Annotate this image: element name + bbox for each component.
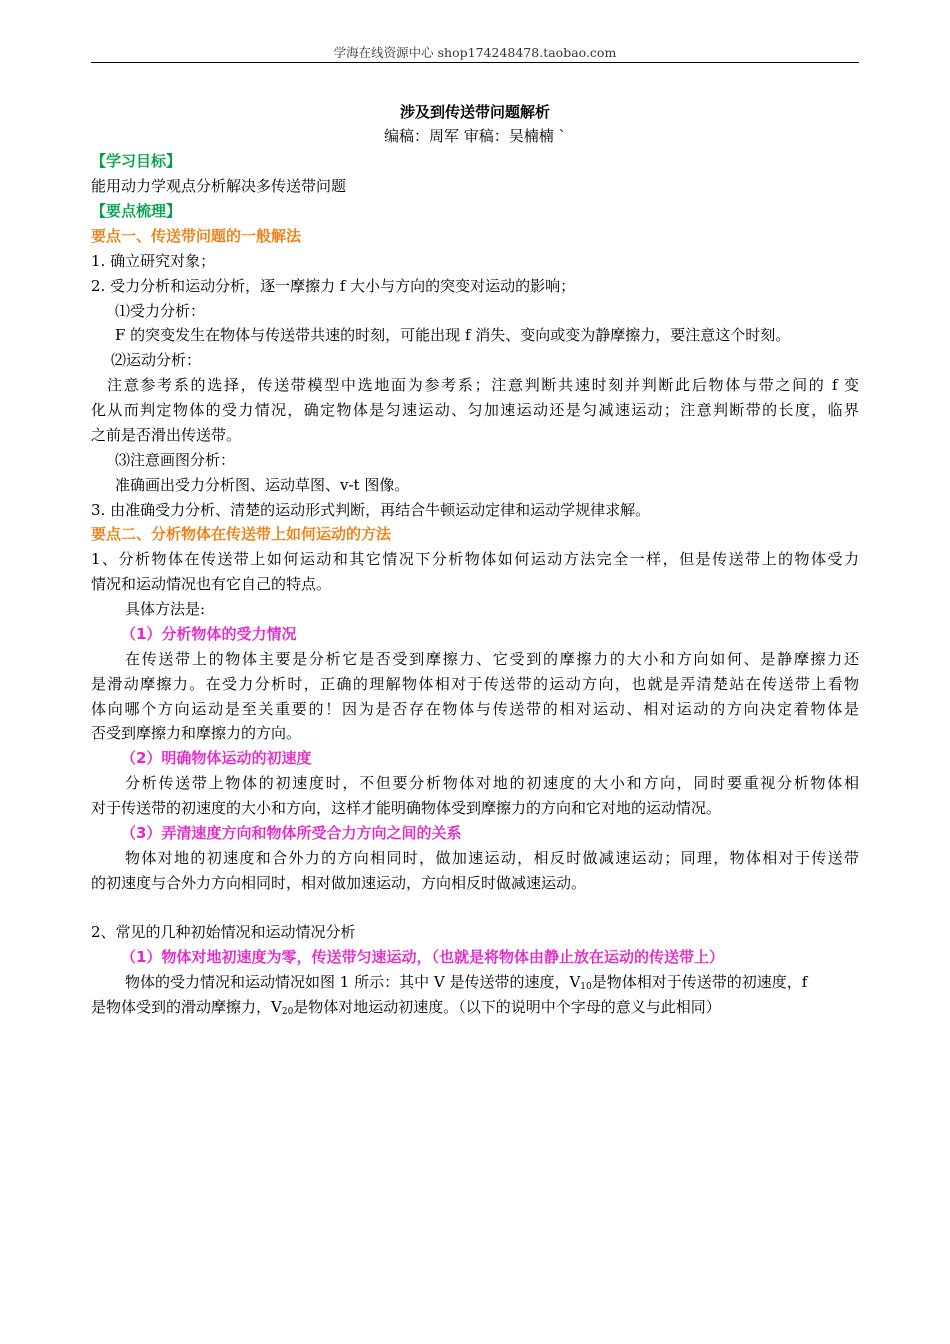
paragraph-line: 1、分析物体在传送带上如何运动和其它情况下分析物体如何运动方法完全一样，但是传送带上的物体受力 (91, 550, 859, 568)
sub-heading: （2）明确物体运动的初速度 (121, 749, 312, 767)
point2-heading: 要点二、分析物体在传送带上如何运动的方法 (91, 525, 392, 543)
paragraph-line: 2、常见的几种初始情况和运动情况分析 (91, 923, 356, 941)
byline: 编稿：周军 审稿：吴楠楠 ` (383, 127, 567, 145)
paragraph-line: 化从而判定物体的受力情况，确定物体是匀速运动、匀加速运动还是匀减速运动；注意判断带的长度，临界 (91, 401, 859, 419)
paragraph-line: 注意参考系的选择，传送带模型中选地面为参考系；注意判断共速时刻并判断此后物体与带之间的 f 变 (107, 376, 859, 394)
paragraph-line: 否受到摩擦力和摩擦力的方向。 (91, 724, 302, 742)
paragraph-line (91, 970, 893, 994)
sub-heading: （3）弄清速度方向和物体所受合力方向之间的关系 (121, 824, 462, 842)
sub-heading: （1）物体对地初速度为零，传送带匀速运动，（也就是将物体由静止放在运动的传送带上） (121, 948, 724, 966)
doc-title: 涉及到传送带问题解析 (399, 103, 550, 121)
paragraph-line: 分析传送带上物体的初速度时，不但要分析物体对地的初速度的大小和方向，同时要重视分析物体相 (125, 774, 859, 792)
paragraph-line: 之前是否滑出传送带。 (91, 426, 242, 444)
sub-heading: （1）分析物体的受力情况 (121, 625, 297, 643)
sub-heading: ⑶注意画图分析： (115, 451, 236, 469)
section-goal: 【学习目标】 (91, 152, 182, 170)
paragraph-line: 对于传送带的初速度的大小和方向，这样才能明确物体受到摩擦力的方向和它对地的运动情况。 (91, 799, 722, 817)
paragraph-line (91, 995, 859, 1019)
text-run: 是物体相对于传送带的初速度，f (591, 973, 808, 991)
text-run: 是物体受到的滑动摩擦力，V (91, 998, 282, 1016)
point1-heading: 要点一、传送带问题的一般解法 (91, 227, 302, 245)
text-run: 物体的受力情况和运动情况如图 1 所示：其中 V 是传送带的速度，V (125, 973, 581, 991)
header-rule (91, 62, 859, 63)
paragraph-line: 准确画出受力分析图、运动草图、v-t 图像。 (115, 476, 410, 494)
list-item: 2. 受力分析和运动分析，逐一摩擦力 f 大小与方向的突变对运动的影响； (91, 277, 576, 295)
page-header: 学海在线资源中心 shop174248478.taobao.com (333, 45, 617, 60)
text-run: 是物体对地运动初速度。（以下的说明中个字母的意义与此相同） (293, 998, 721, 1016)
paragraph-line: 是滑动摩擦力。在受力分析时，正确的理解物体相对于传送带的运动方向，也就是弄清楚站在传送带上看物 (91, 675, 859, 693)
section-points: 【要点梳理】 (91, 202, 182, 220)
paragraph-line: 在传送带上的物体主要是分析它是否受到摩擦力、它受到的摩擦力的大小和方向如何、是静摩擦力还 (125, 650, 859, 668)
paragraph-line: 体向哪个方向运动是至关重要的！因为是否存在物体与传送带的相对运动、相对运动的方向决定着物体是 (91, 700, 859, 718)
paragraph-line: F 的突变发生在物体与传送带共速的时刻，可能出现 f 消失、变向或变为静摩擦力，要注意这个时刻。 (115, 326, 791, 344)
sub-heading: ⑴受力分析： (115, 302, 206, 320)
subscript: 10 (580, 982, 592, 992)
list-item: 1. 确立研究对象； (91, 252, 216, 270)
goal-text: 能用动力学观点分析解决多传送带问题 (91, 177, 347, 195)
list-item: 3. 由准确受力分析、清楚的运动形式判断，再结合牛顿运动定律和运动学规律求解。 (91, 501, 651, 519)
paragraph-line: 的初速度与合外力方向相同时，相对做加速运动，方向相反时做减速运动。 (91, 874, 587, 892)
paragraph-line: 物体对地的初速度和合外力的方向相同时，做加速运动，相反时做减速运动；同理，物体相对于传送带 (125, 849, 859, 867)
paragraph-line: 具体方法是: (125, 600, 206, 618)
subscript: 20 (281, 1007, 294, 1017)
sub-heading: ⑵运动分析： (111, 351, 202, 369)
paragraph-line: 情况和运动情况也有它自己的特点。 (91, 575, 332, 593)
